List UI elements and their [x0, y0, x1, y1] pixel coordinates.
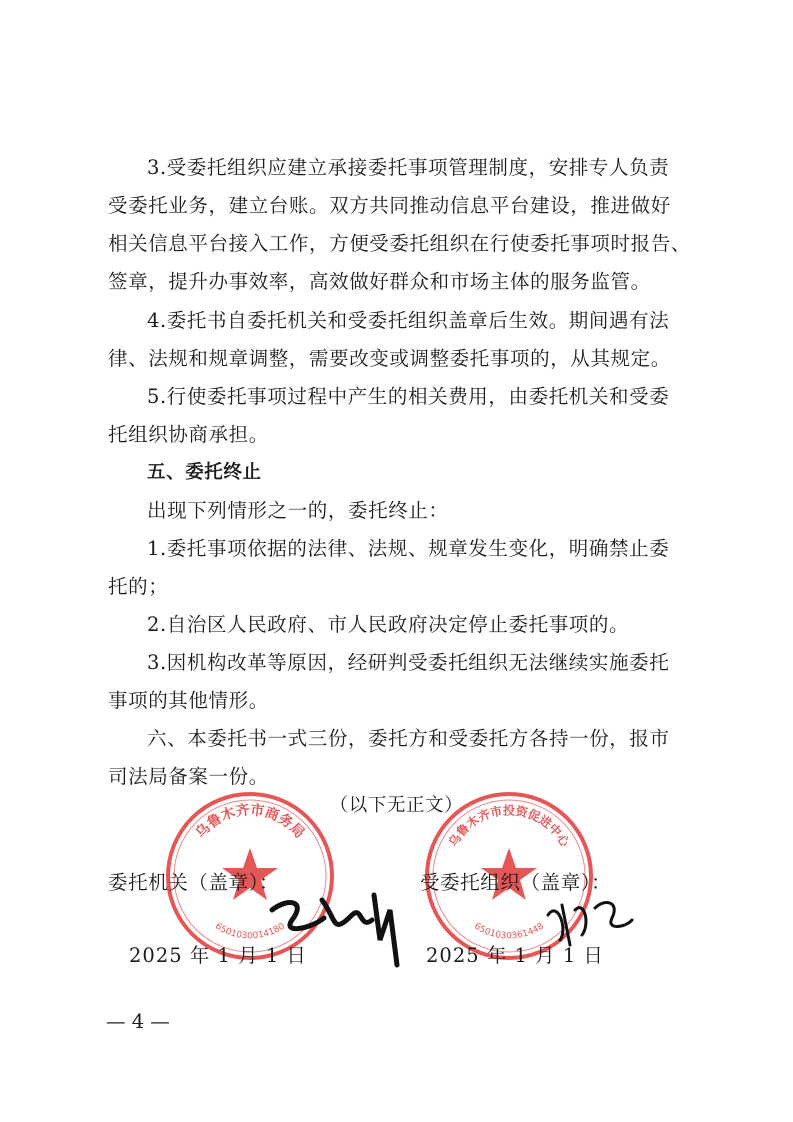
paragraph-5-line-1: 5.行使委托事项过程中产生的相关费用，由委托机关和受委 [147, 385, 670, 408]
paragraph-3-line-4: 签章，提升办事效率，高效做好群众和市场主体的服务监管。 [108, 270, 651, 293]
copies-clause-line-1: 六、本委托书一式三份，委托方和受委托方各持一份，报市 [147, 727, 670, 750]
svg-text:乌鲁木齐市商务局 [192, 801, 307, 841]
left-seal-number: 6501030014180 [213, 921, 287, 942]
termination-intro: 出现下列情形之一的，委托终止： [147, 499, 449, 522]
paragraph-5-line-2: 托组织协商承担。 [108, 423, 269, 446]
page-number: — 4 — [106, 1010, 170, 1033]
paragraph-3-line-2: 受委托业务，建立台账。双方共同推动信息平台建设，推进做好 [108, 194, 671, 217]
section-heading-termination: 五、委托终止 [147, 462, 262, 483]
right-seal-number: 6501030361448 [472, 921, 546, 942]
right-signature-date: 2025 年 1 月 1 日 [426, 944, 604, 967]
termination-item-2: 2.自治区人民政府、市人民政府决定停止委托事项的。 [147, 613, 630, 636]
svg-text:6501030361448 [472, 921, 546, 941]
termination-item-1-line-1: 1.委托事项依据的法律、法规、规章发生变化，明确禁止委 [147, 537, 670, 560]
termination-item-3-line-1: 3.因机构改革等原因，经研判受委托组织无法继续实施委托 [147, 651, 670, 674]
termination-item-1-line-2: 托的； [108, 575, 169, 598]
paragraph-4-line-2: 律、法规和规章调整，需要改变或调整委托事项的，从其规定。 [108, 347, 671, 370]
paragraph-3-line-3: 相关信息平台接入工作，方便受委托组织在行使委托事项时报告、 [108, 232, 691, 255]
end-of-text-note: （以下无正文） [329, 795, 464, 816]
left-signature-label: 委托机关（盖章）： [108, 871, 280, 894]
left-seal-arc-text: 乌鲁木齐市商务局 [192, 802, 308, 842]
right-seal-arc-text: 乌鲁木齐市投资促进中心 [445, 803, 573, 850]
paragraph-3-line-1: 3.受委托组织应建立承接委托事项管理制度，安排专人负责 [147, 156, 670, 179]
left-signature-date: 2025 年 1 月 1 日 [129, 944, 307, 967]
paragraph-4-line-1: 4.委托书自委托机关和受委托组织盖章后生效。期间遇有法 [147, 309, 670, 332]
right-signature-label: 受委托组织（盖章）： [420, 871, 612, 894]
termination-item-3-line-2: 事项的其他情形。 [108, 689, 269, 712]
copies-clause-line-2: 司法局备案一份。 [108, 765, 269, 788]
